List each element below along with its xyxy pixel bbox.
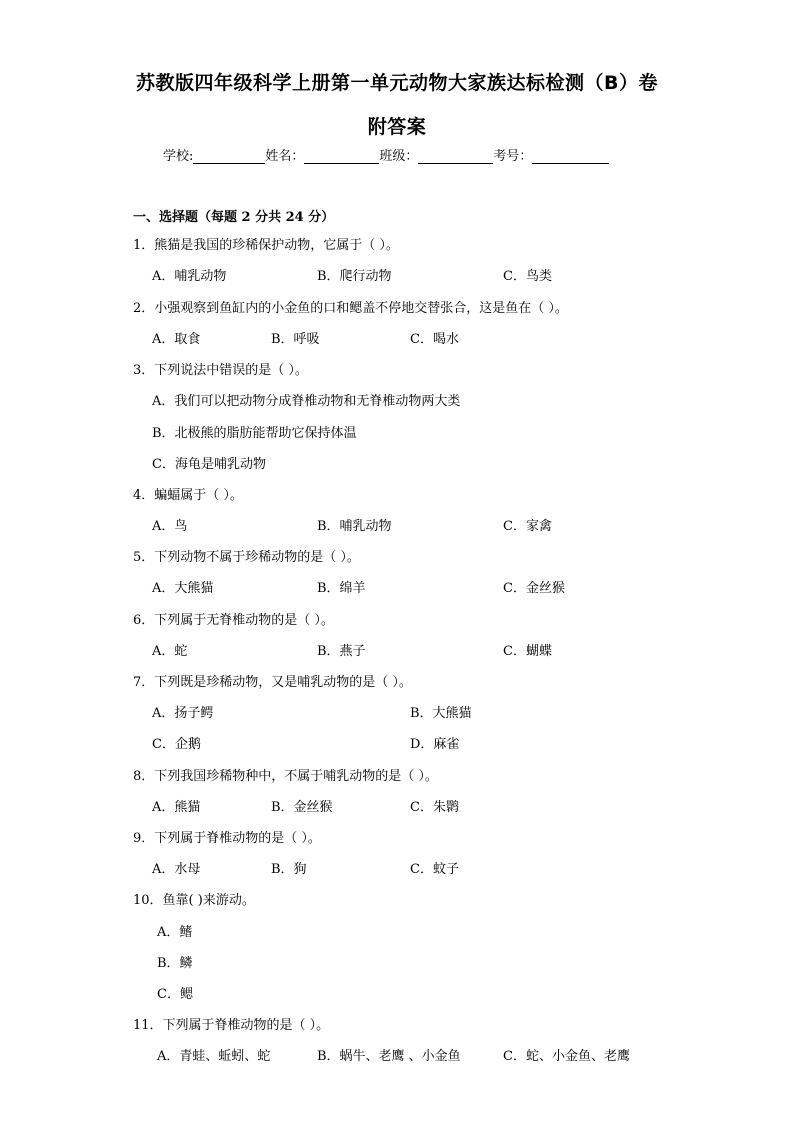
option: B．狗 [271, 862, 307, 877]
number-blank[interactable] [532, 149, 609, 164]
page-title: 苏教版四年级科学上册第一单元动物大家族达标检测（B）卷 [136, 72, 658, 94]
option: B．蜗牛、老鹰 、小金鱼 [317, 1049, 461, 1064]
option: C．鸟类 [503, 269, 552, 284]
option: A．我们可以把动物分成脊椎动物和无脊椎动物两大类 [152, 394, 461, 409]
option: A．青蛙、蚯蚓、蛇 [157, 1049, 271, 1064]
option: C．企鹅 [152, 737, 201, 752]
option: C．喝水 [410, 332, 459, 347]
option: B．哺乳动物 [317, 519, 392, 534]
option: C．蝴蝶 [503, 644, 552, 659]
option: D．麻雀 [410, 737, 460, 752]
class-blank[interactable] [418, 149, 493, 164]
option: A．鳍 [157, 925, 193, 940]
option: A．哺乳动物 [152, 269, 227, 284]
question-stem: 7．下列既是珍稀动物，又是哺乳动物的是（ ）。 [133, 675, 412, 690]
question-stem: 10．鱼靠( )来游动。 [133, 893, 255, 908]
option: B．大熊猫 [410, 706, 472, 721]
question-stem: 4．蝙蝠属于（ ）。 [133, 488, 243, 503]
option: C．蛇、小金鱼、老鹰 [503, 1049, 630, 1064]
option: A．蛇 [152, 644, 188, 659]
option: A．扬子鳄 [152, 706, 214, 721]
option: C．蚊子 [410, 862, 459, 877]
option: B．爬行动物 [317, 269, 392, 284]
option: A．熊猫 [152, 800, 201, 815]
option: C．海龟是哺乳动物 [152, 457, 266, 472]
option: B．金丝猴 [271, 800, 333, 815]
question-stem: 2．小强观察到鱼缸内的小金鱼的口和鳃盖不停地交替张合，这是鱼在（ ）。 [133, 301, 568, 316]
question-stem: 9．下列属于脊椎动物的是（ ）。 [133, 831, 321, 846]
school-label: 学校: [163, 149, 194, 164]
question-stem: 3．下列说法中错误的是（ ）。 [133, 363, 308, 378]
question-stem: 8．下列我国珍稀物种中，不属于哺乳动物的是（ ）。 [133, 769, 438, 784]
option: B．呼吸 [271, 332, 320, 347]
option: C．家禽 [503, 519, 552, 534]
option: A．鸟 [152, 519, 188, 534]
number-label: 考号： [493, 149, 533, 164]
option: B．绵羊 [317, 581, 366, 596]
name-label: 姓名： [265, 149, 305, 164]
option: C．朱鹮 [410, 800, 459, 815]
page-title-line2: 附答案 [367, 116, 427, 138]
name-blank[interactable] [304, 149, 379, 164]
class-label: 班级： [379, 149, 419, 164]
question-stem: 1．熊猫是我国的珍稀保护动物，它属于（ ）。 [133, 238, 399, 253]
option: B．燕子 [317, 644, 366, 659]
school-blank[interactable] [193, 149, 265, 164]
option: B．鳞 [157, 956, 193, 971]
option: C．金丝猴 [503, 581, 565, 596]
student-info-row [163, 145, 609, 164]
option: A．取食 [152, 332, 201, 347]
section-title: 一、选择题（每题 2 分共 24 分） [133, 210, 335, 225]
question-stem: 5．下列动物不属于珍稀动物的是（ ）。 [133, 550, 360, 565]
option: C．鳃 [157, 987, 193, 1002]
option: A．大熊猫 [152, 581, 214, 596]
question-stem: 6．下列属于无脊椎动物的是（ ）。 [133, 613, 334, 628]
option: A．水母 [152, 862, 201, 877]
option: B．北极熊的脂肪能帮助它保持体温 [152, 426, 357, 441]
question-stem: 11．下列属于脊椎动物的是（ ）。 [133, 1018, 330, 1033]
